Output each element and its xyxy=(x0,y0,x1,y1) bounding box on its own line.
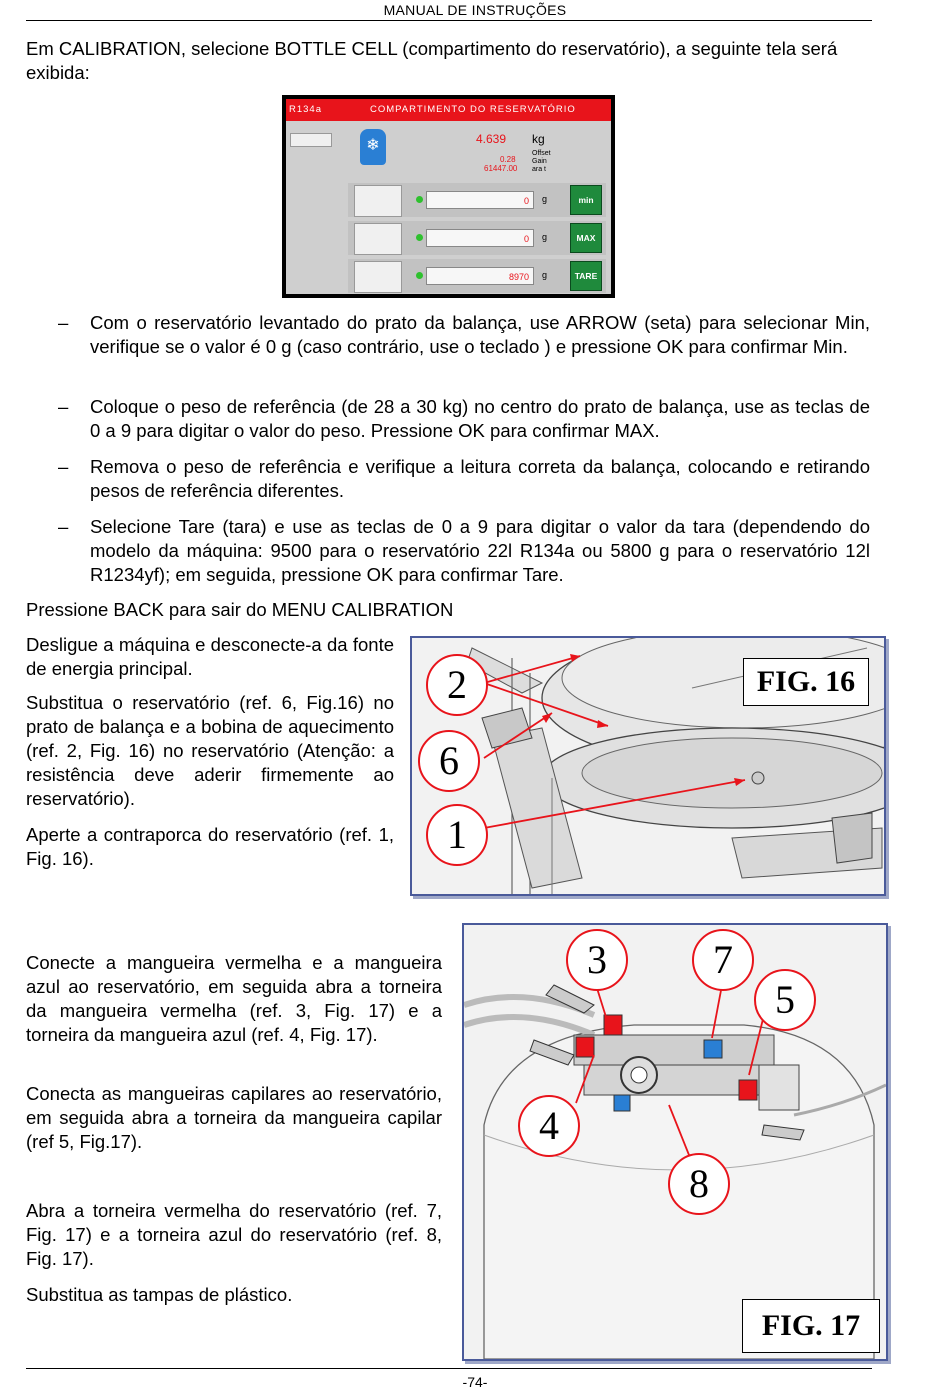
section1-paragraph: Aperte a contraporca do reservatório (ref. 1, Fig. 16). xyxy=(26,824,394,869)
min-unit: g xyxy=(542,194,548,204)
figure-16 xyxy=(410,636,886,896)
screen-title-bar xyxy=(286,99,611,121)
bottle-icon: ❄ xyxy=(360,129,386,165)
status-led xyxy=(416,196,423,203)
ref-callout: 3 xyxy=(566,929,628,991)
ref-callout: 6 xyxy=(418,730,480,792)
screen-title: COMPARTIMENTO DO RESERVATÓRIO xyxy=(370,104,576,115)
bullet-text: Selecione Tare (tara) e use as teclas de 0 a 9 para digitar o valor da tara (dependendo do modelo da máquina: 9500 para o reservatório 22l R134a ou 5800 g para o reservatório 12l R1234yf); em seguida, pressione OK para confirmar Tare. xyxy=(90,516,870,585)
status-led xyxy=(416,234,423,241)
footer-rule xyxy=(26,1368,872,1369)
ref-callout: 1 xyxy=(426,804,488,866)
intro-paragraph: Em CALIBRATION, selecione BOTTLE CELL (compartimento do reservatório), a seguinte tela será exibida: xyxy=(26,38,838,83)
ref-callout: 5 xyxy=(754,969,816,1031)
figure-label: FIG. 16 xyxy=(743,658,869,706)
section1-paragraph: Desligue a máquina e desconecte-a da fonte de energia principal. xyxy=(26,634,394,679)
bullet-dash: – xyxy=(58,312,69,333)
bullet-dash: – xyxy=(58,396,69,417)
page-number: -74- xyxy=(462,1374,488,1390)
status-led xyxy=(416,272,423,279)
section2-paragraph: Abra a torneira vermelha do reservatório (ref. 7, Fig. 17) e a torneira azul do reservatório (ref. 8, Fig. 17). xyxy=(26,1200,442,1269)
tare-row xyxy=(348,259,606,293)
calibration-screen xyxy=(282,95,615,298)
figure-17 xyxy=(462,923,888,1361)
section2-paragraph: Conecta as mangueiras capilares ao reservatório, em seguida abra a torneira da mangueira capilar (ref 5, Fig.17). xyxy=(26,1083,442,1152)
weight-icon xyxy=(354,223,402,255)
list-item xyxy=(58,395,870,443)
ref-callout: 2 xyxy=(426,654,488,716)
bullet-dash: – xyxy=(58,456,69,477)
ref-callout: 4 xyxy=(518,1095,580,1157)
list-item xyxy=(58,515,870,587)
back-instruction: Pressione BACK para sair do MENU CALIBRATION xyxy=(26,599,454,620)
offset-label: Offset xyxy=(532,150,551,157)
bullet-text: Remova o peso de referência e verifique a leitura correta da balança, colocando e retirando pesos de referência diferentes. xyxy=(90,456,870,501)
offset-value: 0.28 xyxy=(500,155,516,164)
max-value-field[interactable]: 0 xyxy=(426,229,534,247)
section2-paragraph: Substitua as tampas de plástico. xyxy=(26,1284,293,1305)
bottle-scale-icon xyxy=(354,261,402,293)
min-value-field[interactable]: 0 xyxy=(426,191,534,209)
max-unit: g xyxy=(542,232,548,242)
max-button[interactable]: MAX xyxy=(570,223,602,253)
ref-callout: 7 xyxy=(692,929,754,991)
section1-paragraph: Substitua o reservatório (ref. 6, Fig.16) no prato de balança e a bobina de aquecimento (ref. 2, Fig. 16) no reservatório (Atenção: a resistência deve aderir firmemente ao reservatório). xyxy=(26,692,394,809)
tare-unit: g xyxy=(542,270,548,280)
bullet-text: Coloque o peso de referência (de 28 a 30 kg) no centro do prato de balança, use as teclas de 0 a 9 para digitar o valor do peso. Pressione OK para confirmar MAX. xyxy=(90,396,870,441)
min-button[interactable]: min xyxy=(570,185,602,215)
gain-value: 61447.00 xyxy=(484,164,518,173)
screen-gas-label: R134a xyxy=(289,104,322,115)
bullet-text: Com o reservatório levantado do prato da balança, use ARROW (seta) para selecionar Min, verifique se o valor é 0 g (caso contrário, use o teclado ) e pressione OK para confirmar Min. xyxy=(90,312,870,357)
figure-label: FIG. 17 xyxy=(742,1299,880,1353)
tara-label: ara t xyxy=(532,166,547,173)
section2-paragraph: Conecte a mangueira vermelha e a mangueira azul ao reservatório, em seguida abra a torneira da mangueira vermelha (ref. 3, Fig. 17) e a torneira da mangueira azul (ref. 4, Fig. 17). xyxy=(26,952,442,1045)
tare-value-field[interactable]: 8970 xyxy=(426,267,534,285)
weight-unit: kg xyxy=(532,132,545,146)
gain-label: Gain xyxy=(532,158,547,165)
weight-readout: 4.639 xyxy=(476,132,507,146)
min-row xyxy=(348,183,606,217)
header-rule xyxy=(26,20,872,21)
bullet-dash: – xyxy=(58,516,69,537)
ref-callout: 8 xyxy=(668,1153,730,1215)
scale-icon xyxy=(290,133,332,147)
tare-button[interactable]: TARE xyxy=(570,261,602,291)
list-item xyxy=(58,311,870,383)
max-row xyxy=(348,221,606,255)
scale-icon xyxy=(354,185,402,217)
running-header: MANUAL DE INSTRUÇÕES xyxy=(383,2,567,18)
list-item xyxy=(58,455,870,503)
